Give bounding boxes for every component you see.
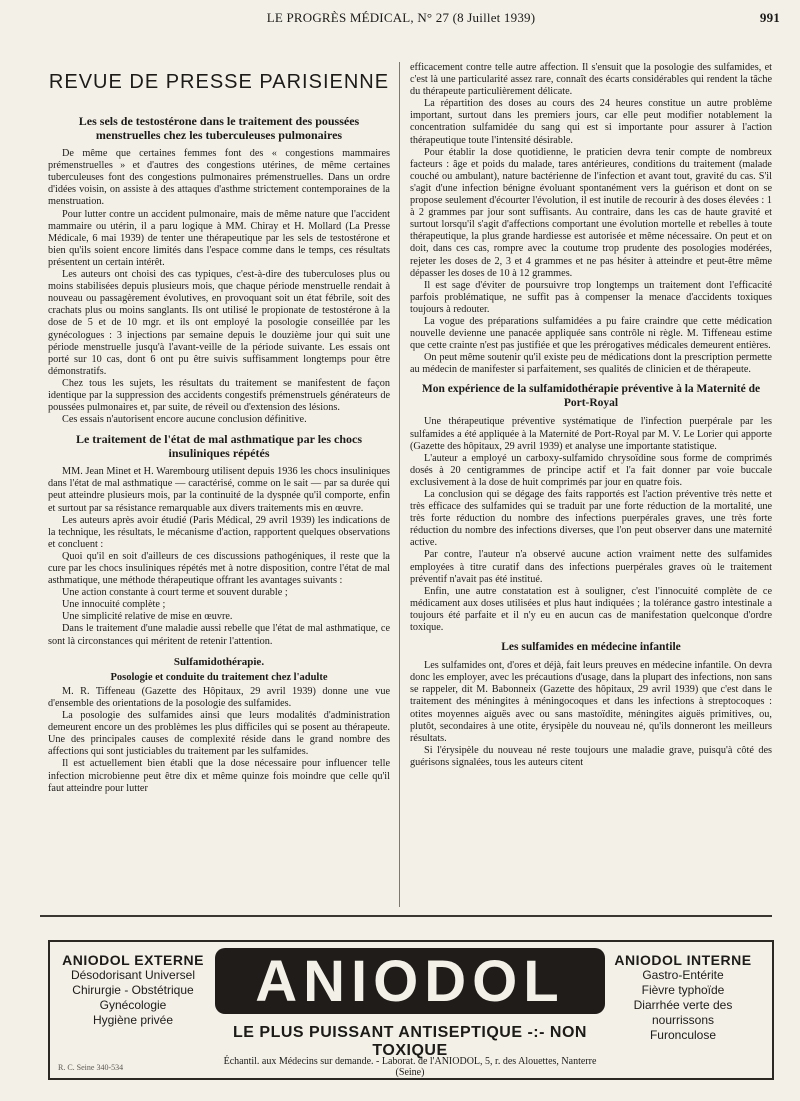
article-body-asthme [48,466,390,647]
paragraph: Une simplicité relative de mise en œuvre. [62,611,233,623]
advert-right-line: Diarrhée verte des nourrissons [633,998,733,1027]
paragraph: L'auteur a employé un carboxy-sulfamido chrysoïdine sous forme de comprimés dosés à 20 centigrammes de principe actif et l'a fait donner par voie buccale exclusivement à la dose de huit comprimés par jour en quatre fois. [410,452,772,488]
advert-left-heading: ANIODOL EXTERNE [62,952,204,968]
paragraph: La vogue des préparations sulfamidées a pu faire craindre que cette médication nouvelle devienne une panacée appliquée sans contrôle ni règle. M. Tiffeneau estime que cette crainte n'est pas justifiée et que les prérogatives médicales demeurent entières. [410,315,772,352]
paragraph: Les auteurs après avoir étudié (Paris Médical, 29 avril 1939) les indications de la technique, les résultats, le mécanisme d'action, rapportent quelques observations et concluent : [48,514,390,550]
paragraph: Une thérapeutique préventive systématique de l'infection puerpérale par les sulfamides a été appliquée à la Maternité de Port-Royal par M. V. Le Lorier qui apporte (Gazette des hôpitaux, 29 avril 1939) et analyse une importante statistique. [410,416,772,452]
page-header [22,10,780,50]
article-title-port-royal: Mon expérience de la sulfamidothérapie préventive à la Maternité de Port-Royal [421,383,761,410]
advert-right-line: Furonculose [649,1028,717,1042]
paragraph: Pour établir la dose quotidienne, le praticien devra tenir compte de nombreux facteurs : âge et poids du malade, tares antérieures, conditions du traitement (malade couché ou ambulant), nature bactérienne de l'infection et avant tout, gravité du cas. S'il s'agit d'une infection bénigne évoluant spontanément vers la guérison et dont on se propose seulement d'écourter l'évolution, il est inutile de recourir à des doses élevées : 1 à 2 grammes par jour sont suffisants. Au contraire, dans les cas de haute gravité et surtout lorsqu'il s'agit d'affections comportant une évolution mortelle et rebelles à toute thérapeutique, la plus grande hardiesse est autorisée et même nécessaire. On peut et on doit, dans ces cas, rompre avec la coutume trop prudente des posologies modérées, rejeter les doses de 2, 3 et 4 grammes et ne pas hésiter à atteindre et peut-être même dépasser les doses de 10 à 12 grammes. [410,146,772,279]
paragraph: Quoi qu'il en soit d'ailleurs de ces discussions pathogéniques, il reste que la cure par les chocs insuliniques répétés met à notre disposition, contre l'état de mal asthmatique, une méthode thérapeutique offrant les avantages suivants : [48,550,390,587]
journal-running-head: LE PROGRÈS MÉDICAL, N° 27 (8 Juillet 1939) [266,10,536,25]
right-column [410,62,772,907]
paragraph: Une action constante à court terme et souvent durable ; [62,587,288,599]
paragraph: La conclusion qui se dégage des faits rapportés est l'action préventive très nette et très efficace des sulfamides qui se traduit par une forte réduction de la mortalité, une très forte réduction du nombre des infections puerpérales graves, une très forte réduction du nombre des infections diverses, que l'on peut observer dans une maternité active. [410,489,772,549]
article-title-asthme: Le traitement de l'état de mal asthmatique par les chocs insuliniques répétés [75,432,363,461]
advert-separator [40,915,772,917]
advert-left-line: Gynécologie [99,998,167,1012]
article-body-port-royal [410,416,772,634]
advert-right-line: Fièvre typhoïde [641,983,725,997]
page-number: 991 [759,10,780,25]
paragraph: Il est actuellement bien établi que la dose nécessaire pour influencer telle infection microbienne peut être dix et même quinze fois moindre que celle qu'il faut atteindre pour lutter [48,758,390,794]
article-body-sulfamido-right [410,62,772,376]
paragraph: Si l'érysipèle du nouveau né reste toujours une maladie grave, puisqu'à côté des guérisons signalées, tous les auteurs citent [410,744,772,768]
article-body-testosterone [48,148,390,426]
advert-contact: Échantil. aux Médecins sur demande. - Laborat. de l'ANIODOL, 5, r. des Alouettes, Nanterre (Seine) [223,1056,597,1078]
article-title-infantile: Les sulfamides en médecine infantile [501,641,681,654]
paragraph: Ces essais n'autorisent encore aucune conclusion définitive. [62,414,307,426]
paragraph: Les auteurs ont choisi des cas typiques, c'est-à-dire des tuberculoses plus ou moins stabilisées depuis plusieurs mois, que chaque période menstruelle rendait à nouveau ou passagèrement évolutives, en provoquant soit un état fébrile, soit des crachats plus ou moins sanglants. Ils ont utilisé le propionate de testostérone à la dose de 5 et de 10 mgr. et ils ont employé la posologie conseillée par les gynécologues : 3 injections par semaine depuis le douzième jour qui suit une période menstruelle jusqu'à l'avant-veille de la période suivante. Les essais ont porté sur 10 cas, dont 6 ont pu être suivis suffisamment longtemps pour être démonstratifs. [48,269,390,377]
advert-tagline: LE PLUS PUISSANT ANTISEPTIQUE -:- NON TOXIQUE [233,1024,587,1059]
paragraph: Chez tous les sujets, les résultats du traitement se manifestent de façon identique par la suppression des accidents congestifs prémenstruels générateurs de poussées pulmonaires et, par suite, de réveil ou d'extension des lésions. [48,377,390,414]
paragraph: Enfin, une autre constatation est à souligner, c'est l'innocuité complète de ce médicament aux doses utilisées et plus haut indiquées ; la tolérance gastro intestinale a toujours été parfaite et il n'y eu en aucun cas de manifestation quelconque d'ordre toxique. [410,585,772,634]
advert-brand-logo: ANIODOL [215,948,605,1014]
advert-right-line: Gastro-Entérite [642,968,724,982]
paragraph: On peut même soutenir qu'il existe peu de médications dont la prescription permette au médecin de manifester si parfaitement, ses qualités de clinicien et de thérapeute. [410,352,772,376]
advert-right-heading: ANIODOL INTERNE [614,952,752,968]
column-divider [399,62,400,907]
aniodol-advert [48,940,774,1080]
advert-registration-code: R. C. Seine 340-534 [58,1063,124,1072]
paragraph: La posologie des sulfamides ainsi que leurs modalités d'administration demeurent encore un des problèmes les plus difficiles qui se posent au thérapeute. Une des principales causes de complexité réside dans le grand nombre des affections qui sont justiciables du traitement par les sulfamides. [48,710,390,758]
advert-left-block [58,952,208,1028]
article-body-infantile [410,660,772,769]
article-title-sulfamido: Sulfamidothérapie. [173,655,265,668]
advert-left-line: Hygiène privée [92,1013,174,1027]
article-title-testosterone: Les sels de testostérone dans le traitement des poussées menstruelles chez les tuberculeuses pulmonaires [78,114,360,143]
paragraph: Une innocuité complète ; [62,599,166,611]
paragraph: La répartition des doses au cours des 24 heures constitue un autre problème important, surtout dans les premiers jours, car elle peut modifier notablement la concentration sulfamidée du sang qui est si importante pour assurer à l'action thérapeutique toute l'intensité désirable. [410,98,772,146]
advert-right-block [602,952,764,1043]
paragraph: Il est sage d'éviter de poursuivre trop longtemps un traitement dont l'efficacité parfois problématique, ne suffit pas à compenser la menace d'accidents toxiques toujours à redouter. [410,279,772,315]
advert-left-line: Chirurgie - Obstétrique [72,983,194,997]
left-column [48,62,390,907]
paragraph: MM. Jean Minet et H. Warembourg utilisent depuis 1936 les chocs insuliniques dans l'état de mal asthmatique — caractérisé, comme on le sait — par sa durée qui peut atteindre plusieurs mois, par la continuité de la dyspnée qu'il comporte, enfin et surtout par sa résistance remarquable aux divers traitements mis en œuvre. [48,466,390,514]
paragraph: De même que certaines femmes font des « congestions mammaires prémenstruelles » et d'autres des congestions utérines, de même certaines tuberculeuses font des congestions pulmonaires prémenstruelles. Dans un ordre d'idées voisin, on assiste à des attaques d'asthme strictement contemporaines de la menstruation. [48,148,390,208]
paragraph: Les sulfamides ont, d'ores et déjà, fait leurs preuves en médecine infantile. On devra donc les employer, avec les précautions d'usage, dans la plupart des infections, non sans se rappeler, dit M. Babonneix (Gazette des hôpitaux, 29 avril 1939) que c'est dans le traitement des méningites à méningocoques et dans les infections à streptocoques : otites moyennes aiguës avec ou sans mastoïdite, méningites aiguës primitives, ou, plutôt, secondaires à une otite, érysipèle du nouveau né, qu'ils donneront les meilleurs résultats. [410,660,772,744]
paragraph: M. R. Tiffeneau (Gazette des Hôpitaux, 29 avril 1939) donne une vue d'ensemble des orientations de la posologie des sulfamides. [48,685,390,709]
paragraph: efficacement contre telle autre affection. Il s'ensuit que la posologie des sulfamides, et c'est là une particularité assez rare, connaît des écarts considérables qui rendent la tâche du thérapeute particulièrement délicate. [410,62,772,98]
article-body-sulfamido-left [48,686,390,795]
advert-left-line: Désodorisant Universel [70,968,196,982]
section-title: REVUE DE PRESSE PARISIENNE [48,71,390,93]
paragraph: Pour lutter contre un accident pulmonaire, mais de même nature que l'accident mammaire ou utérin, il a paru logique à MM. Chiray et H. Mollard (La Presse Médicale, 6 mai 1939) de tenter une thérapeutique par les sels de testostérone et bien qu'ils soient encore limités dans l'espace comme dans le temps, ces résultats présentent un certain intérêt. [48,208,390,268]
paragraph: Par contre, l'auteur n'a observé aucune action vraiment nette des sulfamides employées à titre curatif dans des infections puerpérales graves où le traitement préventif n'avait pas été institué. [410,549,772,585]
article-subtitle-posologie: Posologie et conduite du traitement chez l'adulte [110,671,328,683]
paragraph: Dans le traitement d'une maladie aussi rebelle que l'état de mal asthmatique, ce sont là circonstances qui méritent de retenir l'attention. [48,623,390,647]
